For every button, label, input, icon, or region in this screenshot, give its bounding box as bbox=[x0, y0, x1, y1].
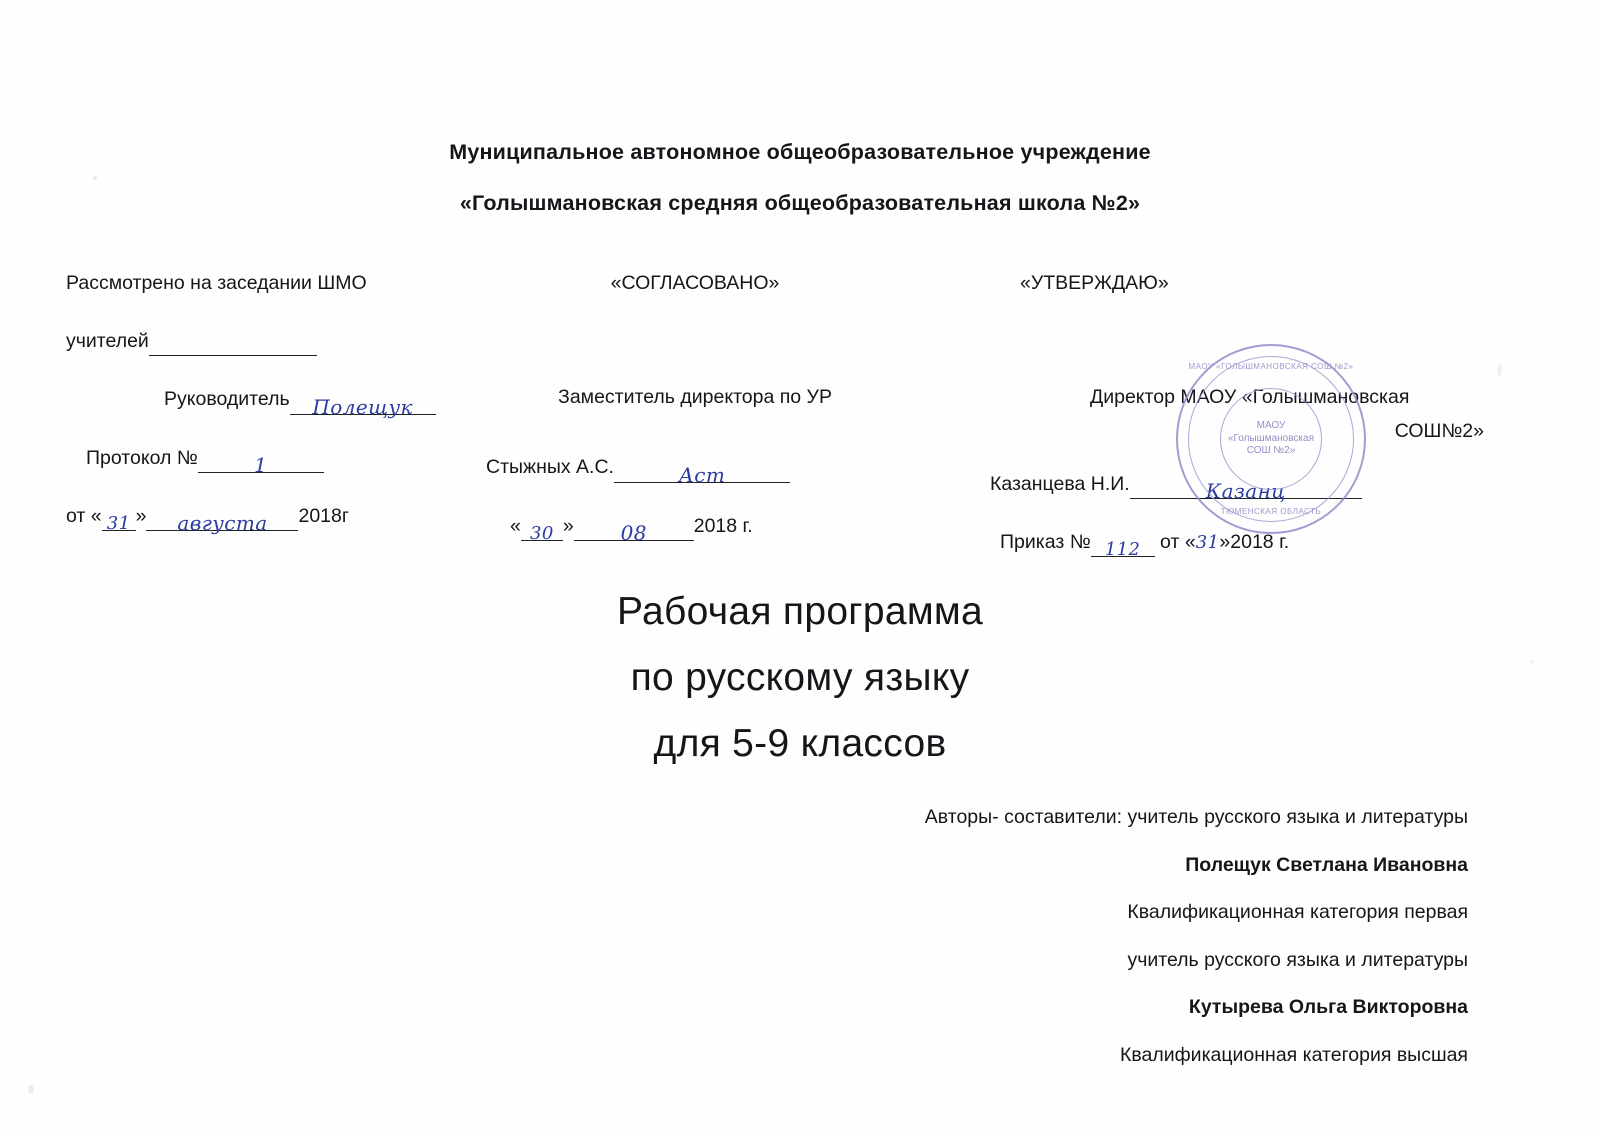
director-name: Казанцева Н.И. bbox=[990, 472, 1130, 495]
date-day-field bbox=[102, 506, 136, 535]
title-line-2: по русскому языку bbox=[630, 656, 970, 699]
protocol-number-field bbox=[198, 448, 324, 477]
order-number-field bbox=[1091, 532, 1155, 561]
order-label: Приказ № bbox=[1000, 530, 1091, 553]
deputy-date-month: 08 bbox=[620, 520, 647, 545]
document-header bbox=[0, 140, 1600, 242]
title-line-1: Рабочая программа bbox=[616, 590, 984, 633]
deputy-signature-field bbox=[614, 458, 790, 487]
deputy-date-day: 30 bbox=[530, 522, 554, 544]
authors-intro: Авторы- составители: учитель русского языка и литературы bbox=[924, 806, 1468, 828]
leader-label: Руководитель bbox=[164, 388, 290, 411]
stamp-core-line-3: СОШ №2» bbox=[1246, 445, 1296, 456]
shmo-heading-line-1: Рассмотрено на заседании ШМО bbox=[66, 272, 367, 294]
order-date-day: 31 bbox=[1195, 531, 1220, 553]
scan-artifact bbox=[28, 1085, 34, 1094]
author-2-name: Кутырева Ольга Викторовна bbox=[1188, 996, 1468, 1018]
date-year: 2018г bbox=[298, 504, 349, 527]
teachers-blank-rule bbox=[149, 337, 317, 356]
deputy-signature: Аст bbox=[678, 462, 726, 487]
protocol-label: Протокол № bbox=[86, 446, 198, 469]
protocol-number: 1 bbox=[254, 452, 268, 477]
deputy-date-close: » bbox=[562, 514, 574, 537]
order-from-label: от bbox=[1160, 530, 1180, 553]
stamp-core-line-2: «Голышмановская bbox=[1228, 432, 1314, 444]
deputy-date-row bbox=[480, 511, 910, 545]
director-name-row bbox=[980, 469, 1540, 503]
leader-signature: Полещук bbox=[312, 394, 413, 419]
document-title bbox=[0, 590, 1600, 788]
deputy-date-open: « bbox=[510, 514, 521, 537]
approval-column-right bbox=[980, 268, 1540, 585]
utverzhdayu-label: «УТВЕРЖДАЮ» bbox=[1020, 272, 1169, 294]
title-line-3: для 5-9 классов bbox=[653, 722, 947, 765]
stamp-bottom-arc-text: ТЮМЕНСКАЯ ОБЛАСТЬ bbox=[1220, 507, 1322, 516]
order-date-close: » bbox=[1219, 530, 1231, 553]
order-number: 112 bbox=[1104, 539, 1141, 561]
deputy-role: Заместитель директора по УР bbox=[558, 386, 832, 409]
protocol-date-row bbox=[66, 501, 496, 536]
deputy-name: Стыжных А.С. bbox=[486, 456, 614, 479]
stamp-top-arc-text: МАОУ «ГОЛЫШМАНОВСКАЯ СОШ №2» bbox=[1188, 362, 1354, 371]
leader-row bbox=[66, 384, 496, 419]
authors-block bbox=[668, 808, 1468, 1093]
approval-column-middle bbox=[480, 268, 910, 569]
leader-signature-field bbox=[290, 390, 436, 419]
soglasovano-label: «СОГЛАСОВАНО» bbox=[610, 272, 780, 294]
author-2-category: Квалификационная категория высшая bbox=[1120, 1043, 1468, 1066]
shmo-heading-line-2: учителей bbox=[66, 330, 149, 353]
date-month: августа bbox=[177, 511, 268, 536]
director-role-line-2: СОШ№2» bbox=[1394, 420, 1484, 443]
author-1-category: Квалификационная категория первая bbox=[1127, 901, 1468, 923]
deputy-name-row bbox=[480, 452, 910, 487]
order-year: 2018 г. bbox=[1230, 530, 1290, 553]
author-2-role: учитель русского языка и литературы bbox=[1127, 948, 1468, 971]
director-role-line-1: Директор МАОУ «Голышмановская bbox=[1090, 386, 1410, 409]
header-line-1: Муниципальное автономное общеобразовательное учреждение bbox=[449, 140, 1151, 164]
director-signature: Казанц bbox=[1205, 478, 1286, 503]
author-1-name: Полещук Светлана Ивановна bbox=[1185, 853, 1468, 876]
order-row bbox=[980, 527, 1540, 561]
stamp-core-line-1: МАОУ bbox=[1256, 420, 1286, 431]
deputy-date-year: 2018 г. bbox=[693, 514, 753, 537]
protocol-row bbox=[66, 443, 496, 477]
order-date-open: « bbox=[1184, 530, 1196, 553]
date-mid: » bbox=[135, 504, 147, 527]
shmo-heading-line-2-row bbox=[66, 326, 496, 356]
approval-columns bbox=[0, 268, 1600, 561]
date-day: 31 bbox=[106, 513, 131, 535]
deputy-date-day-field bbox=[521, 516, 563, 544]
deputy-date-month-field bbox=[574, 516, 694, 545]
date-month-field bbox=[146, 506, 298, 536]
date-prefix: от « bbox=[66, 504, 102, 527]
approval-column-left bbox=[66, 268, 496, 559]
header-line-2: «Голышмановская средняя общеобразовательная школа №2» bbox=[459, 191, 1141, 215]
director-signature-field bbox=[1130, 474, 1362, 503]
